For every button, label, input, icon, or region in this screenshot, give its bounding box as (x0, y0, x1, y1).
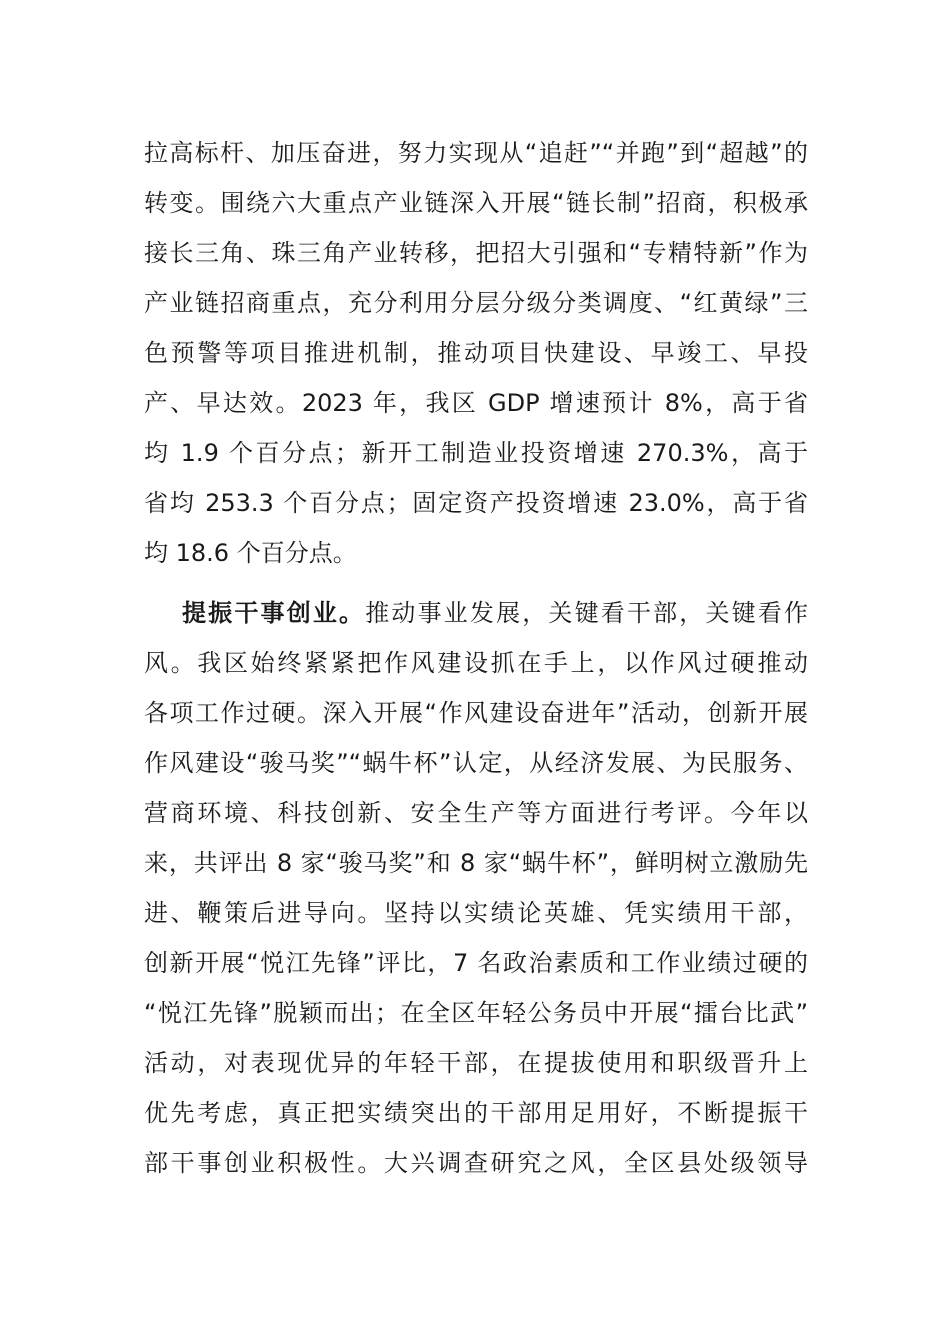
text-line: 作风建设“骏马奖”“蜗牛杯”认定，从经济发展、为民服务、 (144, 749, 808, 777)
text-line: 进、鞭策后进导向。坚持以实绩论英雄、凭实绩用干部， (144, 899, 808, 927)
text-line: 接长三角、珠三角产业转移，把招大引强和“专精特新”作为 (144, 239, 808, 267)
text-line: 均 1.9 个百分点；新开工制造业投资增速 270.3%，高于 (144, 439, 808, 467)
text-line: 活动，对表现优异的年轻干部，在提拔使用和职级晋升上 (144, 1049, 808, 1077)
paragraph-first-line-text: 推动事业发展，关键看干部，关键看作 (365, 599, 809, 627)
text-line: 转变。围绕六大重点产业链深入开展“链长制”招商，积极承 (144, 189, 808, 217)
text-line: 色预警等项目推进机制，推动项目快建设、早竣工、早投 (144, 339, 808, 367)
paragraph-achievements (144, 128, 808, 578)
text-line: “悦江先锋”脱颖而出；在全区年轻公务员中开展“擂台比武” (144, 999, 808, 1027)
paragraph-heading: 提振干事创业。 (182, 599, 366, 627)
text-line: 产、早达效。2023 年，我区 GDP 增速预计 8%，高于省 (144, 389, 808, 417)
text-line: 风。我区始终紧紧把作风建设抓在手上，以作风过硬推动 (144, 649, 808, 677)
text-line: 省均 253.3 个百分点；固定资产投资增速 23.0%，高于省 (144, 489, 808, 517)
paragraph-spacing (144, 578, 808, 588)
text-line: 均 18.6 个百分点。 (144, 539, 357, 567)
text-line: 各项工作过硬。深入开展“作风建设奋进年”活动，创新开展 (144, 699, 808, 727)
text-line: 产业链招商重点，充分利用分层分级分类调度、“红黄绿”三 (144, 289, 808, 317)
text-line: 拉高标杆、加压奋进，努力实现从“追赶”“并跑”到“超越”的 (144, 139, 808, 167)
document-body (144, 128, 808, 1188)
text-line: 营商环境、科技创新、安全生产等方面进行考评。今年以 (144, 799, 808, 827)
text-line: 来，共评出 8 家“骏马奖”和 8 家“蜗牛杯”，鲜明树立激励先 (144, 849, 808, 877)
text-line: 创新开展“悦江先锋”评比，7 名政治素质和工作业绩过硬的 (144, 949, 808, 977)
text-line-first (144, 588, 808, 638)
paragraph-cadre-morale (144, 588, 808, 1188)
text-line: 优先考虑，真正把实绩突出的干部用足用好，不断提振干 (144, 1099, 808, 1127)
text-line: 部干事创业积极性。大兴调查研究之风，全区县处级领导 (144, 1149, 808, 1177)
